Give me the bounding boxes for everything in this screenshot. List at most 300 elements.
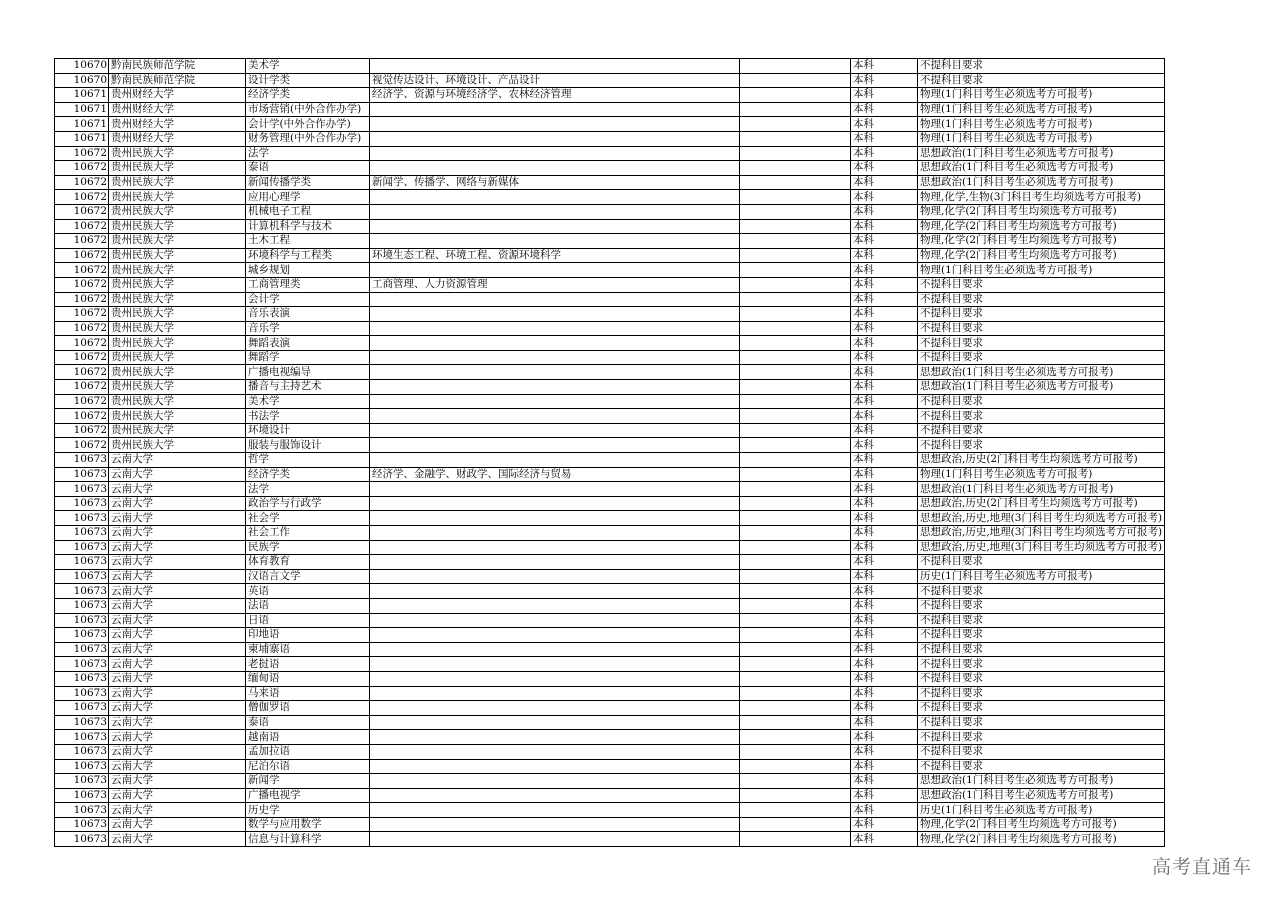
level-cell: 本科 xyxy=(851,686,918,701)
major-includes-cell xyxy=(370,336,740,351)
table-row xyxy=(55,409,1165,424)
table-row xyxy=(55,671,1165,686)
subject-requirement-cell: 思想政治(1门科目考生必须选考方可报考) xyxy=(918,365,1165,380)
blank-cell-cell xyxy=(740,642,851,657)
blank-cell-cell xyxy=(740,88,851,103)
school-name-cell: 云南大学 xyxy=(109,511,246,526)
school-name-cell: 贵州民族大学 xyxy=(109,307,246,322)
major-cell: 经济学类 xyxy=(246,88,370,103)
table-row xyxy=(55,744,1165,759)
blank-cell-cell xyxy=(740,774,851,789)
level-cell: 本科 xyxy=(851,642,918,657)
school-name-cell: 贵州民族大学 xyxy=(109,219,246,234)
major-includes-cell xyxy=(370,190,740,205)
level-cell: 本科 xyxy=(851,526,918,541)
major-cell: 音乐学 xyxy=(246,321,370,336)
school-code-cell: 10673 xyxy=(55,730,109,745)
level-cell: 本科 xyxy=(851,715,918,730)
subject-requirement-cell: 物理,化学,生物(3门科目考生均须选考方可报考) xyxy=(918,190,1165,205)
blank-cell-cell xyxy=(740,146,851,161)
level-cell: 本科 xyxy=(851,204,918,219)
major-includes-cell xyxy=(370,117,740,132)
major-includes-cell xyxy=(370,759,740,774)
level-cell: 本科 xyxy=(851,569,918,584)
level-cell: 本科 xyxy=(851,628,918,643)
school-code-cell: 10671 xyxy=(55,131,109,146)
school-code-cell: 10672 xyxy=(55,204,109,219)
major-includes-cell xyxy=(370,365,740,380)
major-cell: 环境科学与工程类 xyxy=(246,248,370,263)
blank-cell-cell xyxy=(740,263,851,278)
level-cell: 本科 xyxy=(851,102,918,117)
table-row xyxy=(55,686,1165,701)
school-code-cell: 10672 xyxy=(55,350,109,365)
major-cell: 孟加拉语 xyxy=(246,744,370,759)
school-name-cell: 贵州民族大学 xyxy=(109,204,246,219)
school-name-cell: 云南大学 xyxy=(109,569,246,584)
major-includes-cell xyxy=(370,628,740,643)
subject-requirement-cell: 不提科目要求 xyxy=(918,409,1165,424)
level-cell: 本科 xyxy=(851,817,918,832)
subject-requirement-cell: 物理,化学(2门科目考生均须选考方可报考) xyxy=(918,817,1165,832)
major-cell: 广播电视学 xyxy=(246,788,370,803)
subject-requirement-cell: 物理(1门科目考生必须选考方可报考) xyxy=(918,467,1165,482)
level-cell: 本科 xyxy=(851,307,918,322)
blank-cell-cell xyxy=(740,598,851,613)
table-row xyxy=(55,555,1165,570)
major-includes-cell xyxy=(370,788,740,803)
level-cell: 本科 xyxy=(851,774,918,789)
level-cell: 本科 xyxy=(851,350,918,365)
school-name-cell: 云南大学 xyxy=(109,555,246,570)
table-row xyxy=(55,613,1165,628)
school-code-cell: 10672 xyxy=(55,307,109,322)
blank-cell-cell xyxy=(740,496,851,511)
table-body xyxy=(55,59,1165,847)
school-name-cell: 黔南民族师范学院 xyxy=(109,73,246,88)
major-includes-cell xyxy=(370,511,740,526)
level-cell: 本科 xyxy=(851,161,918,176)
major-cell: 泰语 xyxy=(246,715,370,730)
school-code-cell: 10672 xyxy=(55,161,109,176)
blank-cell-cell xyxy=(740,321,851,336)
level-cell: 本科 xyxy=(851,584,918,599)
school-name-cell: 贵州民族大学 xyxy=(109,438,246,453)
major-includes-cell xyxy=(370,146,740,161)
table-row xyxy=(55,102,1165,117)
major-cell: 舞蹈学 xyxy=(246,350,370,365)
table-row xyxy=(55,657,1165,672)
level-cell: 本科 xyxy=(851,730,918,745)
major-includes-cell xyxy=(370,496,740,511)
school-code-cell: 10672 xyxy=(55,190,109,205)
major-cell: 柬埔寨语 xyxy=(246,642,370,657)
table-row xyxy=(55,438,1165,453)
subject-requirement-cell: 不提科目要求 xyxy=(918,277,1165,292)
level-cell: 本科 xyxy=(851,365,918,380)
school-code-cell: 10673 xyxy=(55,759,109,774)
table-row xyxy=(55,759,1165,774)
school-code-cell: 10673 xyxy=(55,482,109,497)
major-includes-cell xyxy=(370,219,740,234)
blank-cell-cell xyxy=(740,788,851,803)
blank-cell-cell xyxy=(740,467,851,482)
major-includes-cell: 环境生态工程、环境工程、资源环境科学 xyxy=(370,248,740,263)
major-cell: 法学 xyxy=(246,146,370,161)
subject-requirement-cell: 不提科目要求 xyxy=(918,438,1165,453)
subject-requirement-cell: 不提科目要求 xyxy=(918,744,1165,759)
level-cell: 本科 xyxy=(851,248,918,263)
blank-cell-cell xyxy=(740,657,851,672)
major-includes-cell xyxy=(370,59,740,74)
blank-cell-cell xyxy=(740,292,851,307)
subject-requirement-cell: 历史(1门科目考生必须选考方可报考) xyxy=(918,569,1165,584)
subject-requirement-cell: 思想政治(1门科目考生必须选考方可报考) xyxy=(918,482,1165,497)
blank-cell-cell xyxy=(740,131,851,146)
school-name-cell: 黔南民族师范学院 xyxy=(109,59,246,74)
major-cell: 工商管理类 xyxy=(246,277,370,292)
blank-cell-cell xyxy=(740,409,851,424)
school-code-cell: 10673 xyxy=(55,642,109,657)
school-code-cell: 10672 xyxy=(55,380,109,395)
level-cell: 本科 xyxy=(851,832,918,847)
major-cell: 越南语 xyxy=(246,730,370,745)
school-code-cell: 10673 xyxy=(55,788,109,803)
blank-cell-cell xyxy=(740,423,851,438)
table-row xyxy=(55,774,1165,789)
table-row xyxy=(55,204,1165,219)
table-row xyxy=(55,248,1165,263)
school-code-cell: 10673 xyxy=(55,453,109,468)
major-cell: 设计学类 xyxy=(246,73,370,88)
school-name-cell: 贵州民族大学 xyxy=(109,161,246,176)
major-cell: 老挝语 xyxy=(246,657,370,672)
table-row xyxy=(55,526,1165,541)
subject-requirement-cell: 不提科目要求 xyxy=(918,715,1165,730)
school-name-cell: 贵州民族大学 xyxy=(109,292,246,307)
major-cell: 书法学 xyxy=(246,409,370,424)
blank-cell-cell xyxy=(740,102,851,117)
level-cell: 本科 xyxy=(851,657,918,672)
school-code-cell: 10673 xyxy=(55,584,109,599)
major-includes-cell xyxy=(370,744,740,759)
major-includes-cell xyxy=(370,613,740,628)
major-cell: 环境设计 xyxy=(246,423,370,438)
major-includes-cell xyxy=(370,234,740,249)
level-cell: 本科 xyxy=(851,292,918,307)
major-includes-cell xyxy=(370,409,740,424)
school-code-cell: 10672 xyxy=(55,263,109,278)
major-cell: 政治学与行政学 xyxy=(246,496,370,511)
subject-requirement-cell: 思想政治(1门科目考生必须选考方可报考) xyxy=(918,175,1165,190)
major-cell: 广播电视编导 xyxy=(246,365,370,380)
blank-cell-cell xyxy=(740,555,851,570)
table-row xyxy=(55,307,1165,322)
school-name-cell: 云南大学 xyxy=(109,584,246,599)
school-code-cell: 10671 xyxy=(55,88,109,103)
table-row xyxy=(55,569,1165,584)
table-row xyxy=(55,788,1165,803)
blank-cell-cell xyxy=(740,453,851,468)
level-cell: 本科 xyxy=(851,263,918,278)
school-name-cell: 贵州民族大学 xyxy=(109,277,246,292)
subject-requirement-cell: 不提科目要求 xyxy=(918,657,1165,672)
table-row xyxy=(55,803,1165,818)
subject-requirement-cell: 物理,化学(2门科目考生均须选考方可报考) xyxy=(918,832,1165,847)
major-cell: 法语 xyxy=(246,598,370,613)
subject-requirement-cell: 不提科目要求 xyxy=(918,686,1165,701)
subject-requirement-cell: 思想政治,历史(2门科目考生均须选考方可报考) xyxy=(918,453,1165,468)
school-name-cell: 云南大学 xyxy=(109,715,246,730)
level-cell: 本科 xyxy=(851,701,918,716)
major-includes-cell xyxy=(370,292,740,307)
blank-cell-cell xyxy=(740,73,851,88)
school-code-cell: 10673 xyxy=(55,467,109,482)
subject-requirement-cell: 不提科目要求 xyxy=(918,307,1165,322)
subject-requirement-cell: 历史(1门科目考生必须选考方可报考) xyxy=(918,803,1165,818)
table-row xyxy=(55,584,1165,599)
subject-requirement-cell: 不提科目要求 xyxy=(918,555,1165,570)
blank-cell-cell xyxy=(740,365,851,380)
subject-requirement-cell: 不提科目要求 xyxy=(918,321,1165,336)
school-code-cell: 10673 xyxy=(55,511,109,526)
school-name-cell: 云南大学 xyxy=(109,686,246,701)
blank-cell-cell xyxy=(740,204,851,219)
school-code-cell: 10670 xyxy=(55,73,109,88)
school-code-cell: 10673 xyxy=(55,686,109,701)
major-includes-cell xyxy=(370,540,740,555)
blank-cell-cell xyxy=(740,394,851,409)
major-includes-cell xyxy=(370,131,740,146)
school-code-cell: 10673 xyxy=(55,744,109,759)
school-code-cell: 10673 xyxy=(55,598,109,613)
table-row xyxy=(55,88,1165,103)
school-name-cell: 云南大学 xyxy=(109,803,246,818)
blank-cell-cell xyxy=(740,161,851,176)
blank-cell-cell xyxy=(740,744,851,759)
subject-requirement-cell: 不提科目要求 xyxy=(918,59,1165,74)
major-includes-cell: 经济学、资源与环境经济学、农林经济管理 xyxy=(370,88,740,103)
blank-cell-cell xyxy=(740,438,851,453)
level-cell: 本科 xyxy=(851,467,918,482)
major-cell: 社会学 xyxy=(246,511,370,526)
major-includes-cell xyxy=(370,657,740,672)
school-name-cell: 云南大学 xyxy=(109,642,246,657)
table-row xyxy=(55,321,1165,336)
subject-requirement-cell: 思想政治(1门科目考生必须选考方可报考) xyxy=(918,146,1165,161)
major-cell: 僧伽罗语 xyxy=(246,701,370,716)
school-name-cell: 云南大学 xyxy=(109,496,246,511)
major-includes-cell xyxy=(370,161,740,176)
subject-requirement-cell: 物理,化学(2门科目考生均须选考方可报考) xyxy=(918,248,1165,263)
subject-requirement-cell: 思想政治,历史,地理(3门科目考生均须选考方可报考) xyxy=(918,540,1165,555)
blank-cell-cell xyxy=(740,482,851,497)
major-cell: 泰语 xyxy=(246,161,370,176)
subject-requirement-cell: 物理,化学(2门科目考生均须选考方可报考) xyxy=(918,234,1165,249)
subject-requirement-cell: 不提科目要求 xyxy=(918,350,1165,365)
subject-requirement-cell: 不提科目要求 xyxy=(918,423,1165,438)
major-includes-cell xyxy=(370,730,740,745)
major-includes-cell xyxy=(370,438,740,453)
school-code-cell: 10673 xyxy=(55,628,109,643)
subject-requirement-cell: 物理(1门科目考生必须选考方可报考) xyxy=(918,102,1165,117)
table-row xyxy=(55,292,1165,307)
level-cell: 本科 xyxy=(851,482,918,497)
level-cell: 本科 xyxy=(851,117,918,132)
school-code-cell: 10673 xyxy=(55,526,109,541)
level-cell: 本科 xyxy=(851,511,918,526)
school-name-cell: 贵州民族大学 xyxy=(109,380,246,395)
table-row xyxy=(55,467,1165,482)
subject-requirement-cell: 不提科目要求 xyxy=(918,642,1165,657)
table-row xyxy=(55,540,1165,555)
major-cell: 服装与服饰设计 xyxy=(246,438,370,453)
school-code-cell: 10670 xyxy=(55,59,109,74)
school-name-cell: 贵州民族大学 xyxy=(109,175,246,190)
school-code-cell: 10673 xyxy=(55,817,109,832)
subject-requirement-cell: 不提科目要求 xyxy=(918,671,1165,686)
major-includes-cell xyxy=(370,803,740,818)
level-cell: 本科 xyxy=(851,59,918,74)
table-row xyxy=(55,628,1165,643)
major-includes-cell xyxy=(370,453,740,468)
level-cell: 本科 xyxy=(851,744,918,759)
school-name-cell: 云南大学 xyxy=(109,482,246,497)
subject-requirement-cell: 物理,化学(2门科目考生均须选考方可报考) xyxy=(918,204,1165,219)
blank-cell-cell xyxy=(740,175,851,190)
school-name-cell: 贵州民族大学 xyxy=(109,365,246,380)
school-name-cell: 云南大学 xyxy=(109,453,246,468)
blank-cell-cell xyxy=(740,832,851,847)
major-includes-cell xyxy=(370,482,740,497)
school-name-cell: 云南大学 xyxy=(109,788,246,803)
school-name-cell: 云南大学 xyxy=(109,744,246,759)
major-cell: 日语 xyxy=(246,613,370,628)
level-cell: 本科 xyxy=(851,409,918,424)
blank-cell-cell xyxy=(740,526,851,541)
level-cell: 本科 xyxy=(851,277,918,292)
level-cell: 本科 xyxy=(851,803,918,818)
school-code-cell: 10672 xyxy=(55,321,109,336)
major-cell: 体育教育 xyxy=(246,555,370,570)
school-name-cell: 贵州民族大学 xyxy=(109,248,246,263)
table-row xyxy=(55,701,1165,716)
blank-cell-cell xyxy=(740,350,851,365)
school-name-cell: 贵州财经大学 xyxy=(109,88,246,103)
major-includes-cell xyxy=(370,526,740,541)
school-code-cell: 10672 xyxy=(55,394,109,409)
major-cell: 机械电子工程 xyxy=(246,204,370,219)
school-code-cell: 10672 xyxy=(55,248,109,263)
school-name-cell: 云南大学 xyxy=(109,657,246,672)
major-includes-cell xyxy=(370,832,740,847)
level-cell: 本科 xyxy=(851,394,918,409)
subject-requirement-cell: 思想政治,历史,地理(3门科目考生均须选考方可报考) xyxy=(918,526,1165,541)
table-row xyxy=(55,394,1165,409)
school-code-cell: 10671 xyxy=(55,102,109,117)
major-cell: 美术学 xyxy=(246,59,370,74)
school-code-cell: 10672 xyxy=(55,409,109,424)
major-cell: 信息与计算科学 xyxy=(246,832,370,847)
blank-cell-cell xyxy=(740,234,851,249)
level-cell: 本科 xyxy=(851,613,918,628)
blank-cell-cell xyxy=(740,569,851,584)
major-cell: 应用心理学 xyxy=(246,190,370,205)
school-name-cell: 云南大学 xyxy=(109,467,246,482)
blank-cell-cell xyxy=(740,817,851,832)
blank-cell-cell xyxy=(740,511,851,526)
subject-requirement-cell: 思想政治(1门科目考生必须选考方可报考) xyxy=(918,774,1165,789)
table-row xyxy=(55,642,1165,657)
blank-cell-cell xyxy=(740,584,851,599)
table-row xyxy=(55,161,1165,176)
table-row xyxy=(55,423,1165,438)
school-code-cell: 10673 xyxy=(55,803,109,818)
level-cell: 本科 xyxy=(851,671,918,686)
requirements-table xyxy=(54,58,1165,847)
blank-cell-cell xyxy=(740,628,851,643)
school-code-cell: 10673 xyxy=(55,657,109,672)
school-code-cell: 10673 xyxy=(55,671,109,686)
table-row xyxy=(55,817,1165,832)
blank-cell-cell xyxy=(740,759,851,774)
level-cell: 本科 xyxy=(851,88,918,103)
school-name-cell: 贵州民族大学 xyxy=(109,234,246,249)
major-cell: 城乡规划 xyxy=(246,263,370,278)
major-includes-cell xyxy=(370,569,740,584)
major-includes-cell: 经济学、金融学、财政学、国际经济与贸易 xyxy=(370,467,740,482)
school-name-cell: 云南大学 xyxy=(109,628,246,643)
level-cell: 本科 xyxy=(851,759,918,774)
subject-requirement-cell: 不提科目要求 xyxy=(918,730,1165,745)
major-includes-cell: 新闻学、传播学、网络与新媒体 xyxy=(370,175,740,190)
subject-requirement-cell: 思想政治(1门科目考生必须选考方可报考) xyxy=(918,161,1165,176)
subject-requirement-cell: 物理(1门科目考生必须选考方可报考) xyxy=(918,263,1165,278)
school-name-cell: 贵州民族大学 xyxy=(109,394,246,409)
table-row xyxy=(55,511,1165,526)
school-code-cell: 10672 xyxy=(55,336,109,351)
school-code-cell: 10673 xyxy=(55,540,109,555)
subject-requirement-cell: 不提科目要求 xyxy=(918,292,1165,307)
major-cell: 新闻传播学类 xyxy=(246,175,370,190)
major-cell: 英语 xyxy=(246,584,370,599)
school-name-cell: 贵州民族大学 xyxy=(109,336,246,351)
subject-requirement-cell: 不提科目要求 xyxy=(918,701,1165,716)
subject-requirement-cell: 不提科目要求 xyxy=(918,394,1165,409)
major-cell: 播音与主持艺术 xyxy=(246,380,370,395)
table-row xyxy=(55,380,1165,395)
major-cell: 哲学 xyxy=(246,453,370,468)
major-cell: 新闻学 xyxy=(246,774,370,789)
major-cell: 会计学(中外合作办学) xyxy=(246,117,370,132)
subject-requirement-cell: 思想政治(1门科目考生必须选考方可报考) xyxy=(918,380,1165,395)
major-includes-cell xyxy=(370,642,740,657)
subject-requirement-cell: 思想政治,历史(2门科目考生均须选考方可报考) xyxy=(918,496,1165,511)
subject-requirement-cell: 不提科目要求 xyxy=(918,613,1165,628)
school-name-cell: 贵州财经大学 xyxy=(109,102,246,117)
blank-cell-cell xyxy=(740,219,851,234)
school-code-cell: 10671 xyxy=(55,117,109,132)
table-row xyxy=(55,496,1165,511)
school-name-cell: 贵州民族大学 xyxy=(109,190,246,205)
major-includes-cell xyxy=(370,394,740,409)
school-name-cell: 云南大学 xyxy=(109,526,246,541)
school-name-cell: 云南大学 xyxy=(109,613,246,628)
school-name-cell: 云南大学 xyxy=(109,671,246,686)
major-cell: 汉语言文学 xyxy=(246,569,370,584)
major-cell: 土木工程 xyxy=(246,234,370,249)
major-cell: 市场营销(中外合作办学) xyxy=(246,102,370,117)
